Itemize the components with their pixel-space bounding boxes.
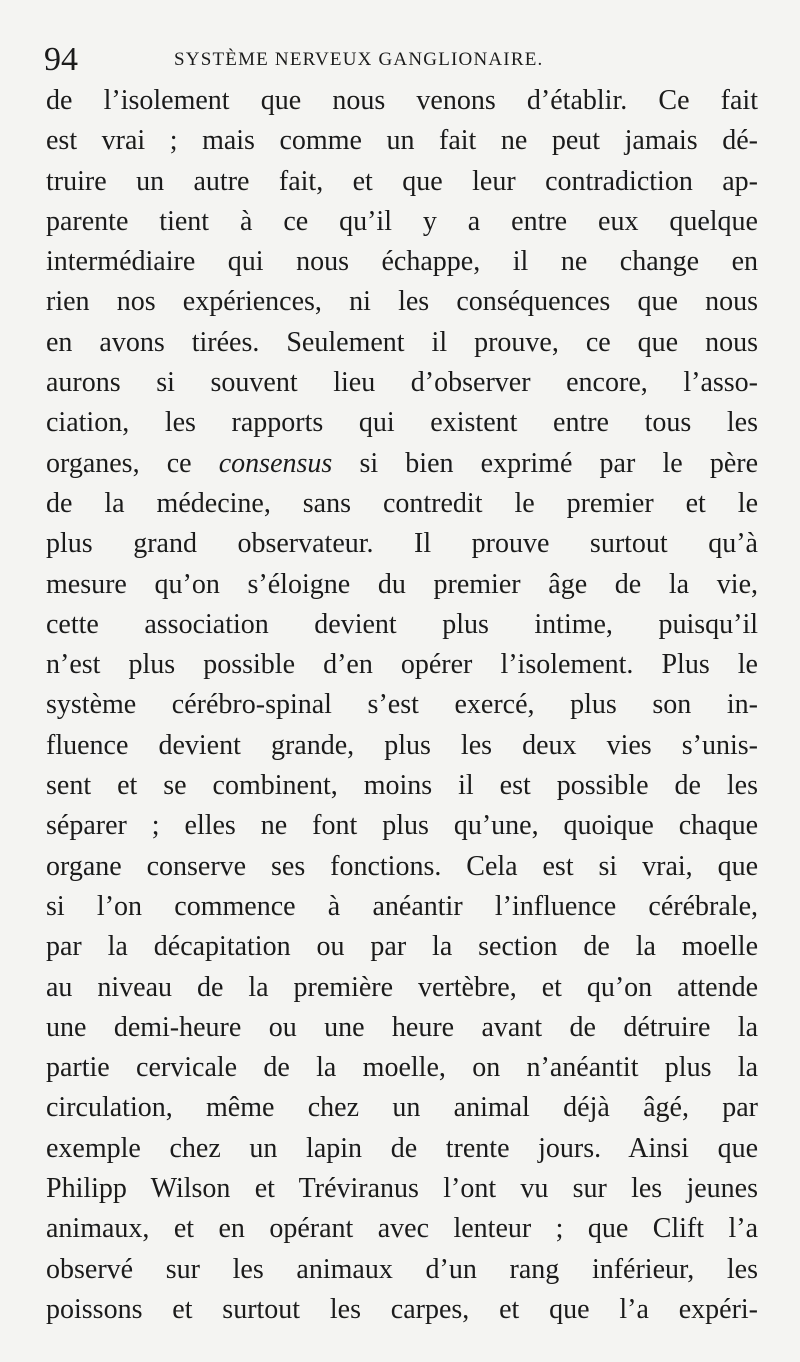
text-line [46, 444, 758, 484]
text-line: au niveau de la première vertèbre, et qu’on attende [46, 971, 758, 1003]
page-number: 94 [44, 41, 78, 78]
italic-term: consensus [218, 447, 333, 479]
text-line: partie cervicale de la moelle, on n’anéantit plus la [46, 1052, 758, 1084]
text-line: plus grand observateur. Il prouve surtout qu’à [46, 528, 758, 560]
text-line: aurons si souvent lieu d’observer encore, l’asso- [46, 367, 758, 399]
text-line: séparer ; elles ne font plus qu’une, quoique chaque [46, 810, 758, 842]
text-line: poissons et surtout les carpes, et que l’a expéri- [46, 1293, 758, 1325]
text-line: rien nos expériences, ni les conséquences que nous [46, 286, 758, 318]
text-line: exemple chez un lapin de trente jours. Ainsi que [46, 1132, 758, 1164]
text-line: intermédiaire qui nous échappe, il ne change en [46, 246, 758, 278]
text-line: circulation, même chez un animal déjà âgé, par [46, 1092, 758, 1124]
text-line: cette association devient plus intime, puisqu’il [46, 608, 758, 640]
text-line: en avons tirées. Seulement il prouve, ce que nous [46, 326, 758, 358]
text-line: truire un autre fait, et que leur contradiction ap- [46, 165, 758, 197]
text-line: animaux, et en opérant avec lenteur ; que Clift l’a [46, 1213, 758, 1245]
text-line: sent et se combinent, moins il est possible de les [46, 770, 758, 802]
text-line: système cérébro-spinal s’est exercé, plus son in- [46, 689, 758, 721]
text-line: organe conserve ses fonctions. Cela est si vrai, que [46, 850, 758, 882]
text-line: Philipp Wilson et Tréviranus l’ont vu sur les jeunes [46, 1173, 758, 1205]
text-line: fluence devient grande, plus les deux vies s’unis- [46, 729, 758, 761]
text-line: par la décapitation ou par la section de la moelle [46, 931, 758, 963]
text-line: n’est plus possible d’en opérer l’isolement. Plus le [46, 649, 758, 681]
text-line: est vrai ; mais comme un fait ne peut jamais dé- [46, 125, 758, 157]
text-line: de l’isolement que nous venons d’établir. Ce fait [46, 85, 758, 116]
text-line: de la médecine, sans contredit le premier et le [46, 487, 758, 519]
text-line: observé sur les animaux d’un rang inférieur, les [46, 1253, 758, 1285]
text-line: parente tient à ce qu’il y a entre eux quelque [46, 205, 758, 237]
running-head: SYSTÈME NERVEUX GANGLIONAIRE. [174, 49, 544, 70]
text-line: ciation, les rapports qui existent entre tous les [46, 407, 758, 439]
text-segment: organes, ce [46, 447, 219, 479]
body-text [46, 81, 758, 1330]
page-header [44, 40, 756, 80]
text-segment: si bien exprimé par le père [332, 447, 758, 479]
text-line: mesure qu’on s’éloigne du premier âge de la vie, [46, 568, 758, 600]
text-line: une demi-heure ou une heure avant de détruire la [46, 1011, 758, 1043]
text-line: si l’on commence à anéantir l’influence cérébrale, [46, 890, 758, 922]
